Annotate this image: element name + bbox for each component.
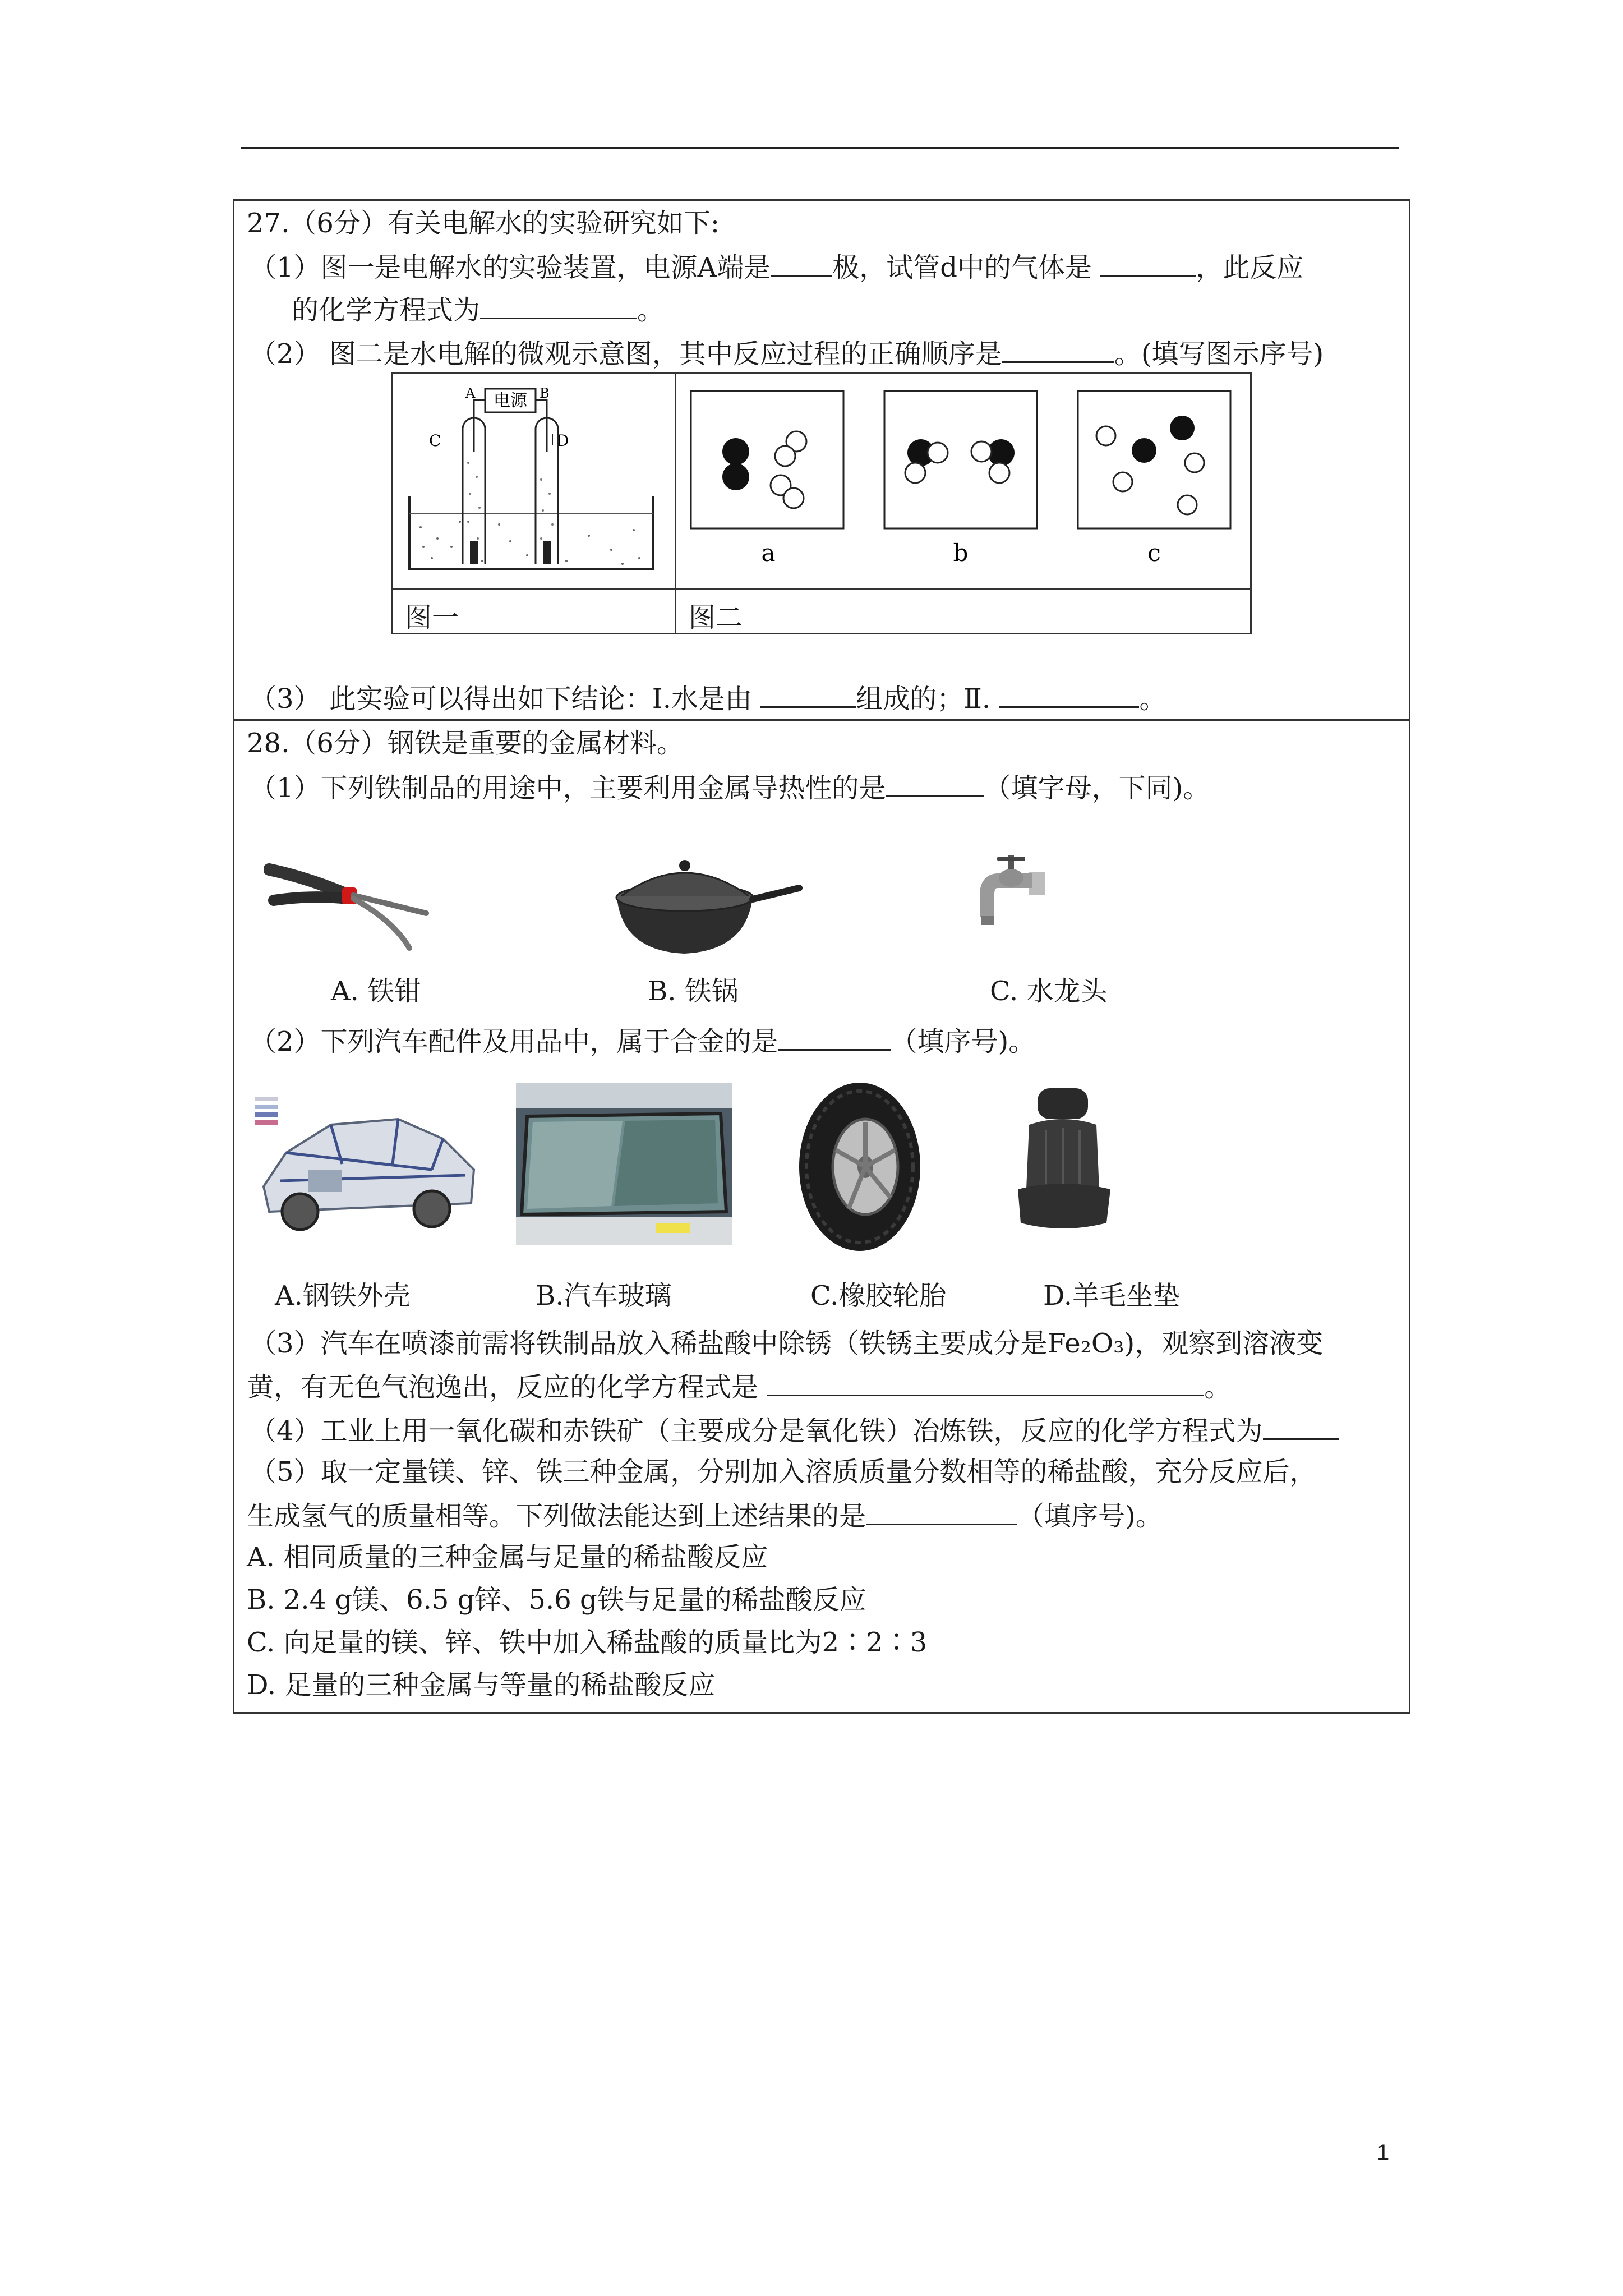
hydrogen-atom: [783, 488, 804, 508]
electrolysis-apparatus-diagram: [398, 379, 673, 585]
micro-panel-a: [691, 391, 843, 528]
hydrogen-atom: [1113, 472, 1132, 491]
electrode-d: [543, 541, 551, 564]
q28-option-c: C. 向足量的镁、锌、铁中加入稀盐酸的质量比为2∶2∶3: [247, 1627, 928, 1658]
q28-p3-text-a: 黄，有无色气泡逸出，反应的化学方程式是: [247, 1372, 759, 1403]
hydrogen-atom: [989, 463, 1009, 483]
q28-item2-a: A.钢铁外壳: [275, 1280, 411, 1312]
q28-blank-smelting-equation[interactable]: [1263, 1412, 1339, 1440]
q28-blank-option[interactable]: [866, 1498, 1017, 1525]
q28-option-a: A. 相同质量的三种金属与足量的稀盐酸反应: [247, 1542, 768, 1573]
q28-option-b: B. 2.4 g镁、6.5 g锌、5.6 g铁与足量的稀盐酸反应: [247, 1584, 866, 1616]
car-windshield-image: [516, 1083, 732, 1245]
micro-label-a: a: [761, 539, 776, 567]
figure1-caption: 图一: [405, 602, 459, 633]
power-source-label: 电源: [494, 391, 527, 411]
q27-p2-text-b: 。(填写图示序号): [1114, 338, 1324, 370]
tube-d-label: D: [556, 431, 569, 450]
page-number: 1: [1377, 2140, 1390, 2165]
q28-title: 28.（6分）钢铁是重要的金属材料。: [247, 728, 684, 759]
tube-c-label: C: [429, 431, 441, 450]
q27-p1-text-d: 的化学方程式为: [292, 295, 481, 326]
electrode-c: [470, 541, 478, 564]
q28-part5-line1: （5）取一定量镁、锌、铁三种金属，分别加入溶质质量分数相等的稀盐酸，充分反应后，: [250, 1456, 1317, 1488]
q28-blank-heat[interactable]: [886, 770, 984, 797]
q28-p1-text-a: （1）下列铁制品的用途中，主要利用金属导热性的是: [250, 772, 886, 804]
q27-p1-text-c: ，此反应: [1196, 252, 1304, 283]
q27-blank-order[interactable]: [1002, 335, 1114, 363]
q28-item1-b: B. 铁锅: [648, 976, 739, 1007]
q28-p2-text-a: （2）下列汽车配件及用品中，属于合金的是: [250, 1026, 778, 1057]
q27-blank-composition[interactable]: [760, 680, 856, 708]
water-electrolysis-micro-diagram: [690, 390, 1239, 575]
q27-blank-equation[interactable]: [480, 292, 637, 319]
q28-p3-text-b: 。: [1204, 1372, 1232, 1403]
oxygen-atom: [722, 438, 749, 465]
oxygen-atom: [1170, 416, 1195, 440]
q27-p1-text-a: （1）图一是电解水的实验装置，电源A端是: [250, 252, 771, 283]
q28-p2-text-b: （填序号)。: [890, 1026, 1036, 1057]
q28-item2-b: B.汽车玻璃: [536, 1280, 672, 1312]
q27-p3-text-a: （3） 此实验可以得出如下结论：Ⅰ.水是由: [250, 683, 753, 715]
q28-part3-line1: （3）汽车在喷漆前需将铁制品放入稀盐酸中除锈（铁锈主要成分是Fe₂O₃)，观察到溶液变: [250, 1328, 1324, 1359]
q27-blank-electrode[interactable]: [771, 249, 832, 277]
q27-p1-text-b: 极，试管d中的气体是: [832, 252, 1092, 283]
terminal-b-label: B: [540, 385, 550, 401]
micro-panel-c: [1078, 391, 1230, 528]
micro-label-b: b: [953, 539, 969, 567]
wool-seat-cushion-image: [1007, 1085, 1119, 1243]
figure2-caption: 图二: [689, 602, 743, 633]
q27-p2-text-a: （2） 图二是水电解的微观示意图，其中反应过程的正确顺序是: [250, 338, 1002, 370]
q27-part1-line1: [250, 249, 1303, 284]
faucet-image: [976, 850, 1054, 940]
car-steel-body-image: [247, 1085, 482, 1245]
q28-part4-line: [250, 1412, 1339, 1448]
water-basin: [409, 496, 653, 569]
figure-table-hline: [391, 588, 1252, 590]
q27-p3-text-b: 组成的；Ⅱ.: [856, 683, 991, 715]
oxygen-atom: [722, 463, 749, 490]
q28-p5-text-a: 生成氢气的质量相等。下列做法能达到上述结果的是: [247, 1501, 866, 1532]
q28-part2-line: [250, 1023, 1035, 1059]
rubber-tire-image: [795, 1080, 924, 1254]
hydrogen-atom: [1185, 453, 1204, 472]
q28-part1-line: [250, 770, 1210, 805]
q28-option-d: D. 足量的三种金属与等量的稀盐酸反应: [247, 1669, 716, 1701]
hydrogen-atom: [775, 446, 795, 466]
q27-part3-line: [250, 680, 1166, 716]
question-divider: [233, 719, 1410, 721]
hydrogen-atom: [905, 463, 925, 483]
terminal-a-label: A: [465, 385, 476, 401]
q28-part5-line2: [247, 1498, 1163, 1533]
q27-blank-conclusion[interactable]: [999, 680, 1139, 708]
pliers-image: [264, 847, 432, 959]
q28-p5-text-b: （填序号)。: [1017, 1501, 1163, 1532]
q28-item2-c: C.橡胶轮胎: [810, 1280, 947, 1312]
hydrogen-atom: [1178, 495, 1197, 514]
micro-panel-b: [884, 391, 1037, 528]
q28-item2-d: D.羊毛坐垫: [1043, 1280, 1181, 1312]
q28-p1-text-b: （填字母，下同)。: [984, 772, 1210, 804]
q28-blank-rust-equation[interactable]: [767, 1369, 1204, 1396]
hydrogen-atom: [928, 443, 948, 463]
q27-title: 27.（6分）有关电解水的实验研究如下:: [247, 208, 720, 239]
q28-item1-c: C. 水龙头: [990, 976, 1108, 1007]
q28-part3-line2: [247, 1369, 1231, 1404]
oxygen-atom: [1132, 438, 1156, 463]
header-rule: [241, 147, 1399, 149]
q27-part2-line: [250, 335, 1324, 371]
q27-blank-gas[interactable]: [1100, 249, 1196, 277]
q27-part1-line2: [292, 292, 664, 327]
hydrogen-atom: [971, 441, 992, 462]
q27-p1-text-e: 。: [637, 295, 665, 326]
figure-table-vline: [675, 372, 676, 634]
q28-item1-a: A. 铁钳: [331, 976, 422, 1007]
q28-blank-alloy[interactable]: [778, 1023, 891, 1051]
wok-image: [606, 844, 808, 968]
micro-label-c: c: [1147, 539, 1161, 567]
hydrogen-atom: [1096, 426, 1115, 445]
q28-p4-text: （4）工业上用一氧化碳和赤铁矿（主要成分是氧化铁）冶炼铁，反应的化学方程式为: [250, 1415, 1263, 1447]
q27-p3-text-c: 。: [1139, 683, 1166, 715]
